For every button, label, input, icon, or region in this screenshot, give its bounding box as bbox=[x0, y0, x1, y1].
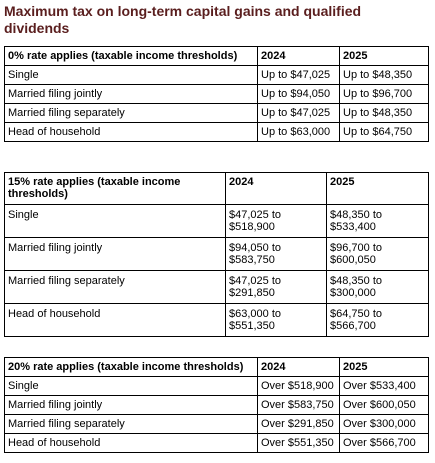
header-year-2024: 2024 bbox=[258, 358, 340, 377]
filing-status: Head of household bbox=[5, 304, 226, 337]
value-2024: $47,025 to $518,900 bbox=[226, 205, 327, 238]
page-title: Maximum tax on long-term capital gains and qualified dividends bbox=[4, 3, 362, 36]
table-row bbox=[5, 85, 429, 104]
header-rate-label: 20% rate applies (taxable income thresholds) bbox=[5, 358, 258, 377]
table-row bbox=[5, 377, 429, 396]
table-header-row bbox=[5, 358, 429, 377]
value-2025: Up to $96,700 bbox=[340, 85, 429, 104]
value-2024: Over $583,750 bbox=[258, 396, 340, 415]
header-rate-label: 15% rate applies (taxable income thresholds) bbox=[5, 173, 226, 205]
table-row bbox=[5, 304, 429, 337]
table-row bbox=[5, 238, 429, 271]
value-2025: Over $600,050 bbox=[340, 396, 429, 415]
value-2025: Up to $64,750 bbox=[340, 123, 429, 142]
filing-status: Single bbox=[5, 66, 258, 85]
filing-status: Single bbox=[5, 205, 226, 238]
table-row bbox=[5, 205, 429, 238]
value-2024: Up to $94,050 bbox=[258, 85, 340, 104]
table-row bbox=[5, 123, 429, 142]
value-2024: Up to $47,025 bbox=[258, 104, 340, 123]
value-2024: Over $551,350 bbox=[258, 434, 340, 453]
value-2025: $48,350 to $533,400 bbox=[327, 205, 429, 238]
filing-status: Married filing jointly bbox=[5, 396, 258, 415]
value-2024: $63,000 to $551,350 bbox=[226, 304, 327, 337]
filing-status: Married filing separately bbox=[5, 415, 258, 434]
zero-rate-table bbox=[4, 46, 429, 142]
value-2024: Up to $63,000 bbox=[258, 123, 340, 142]
table-row bbox=[5, 434, 429, 453]
filing-status: Married filing jointly bbox=[5, 238, 226, 271]
header-year-2024: 2024 bbox=[226, 173, 327, 205]
value-2025: Over $533,400 bbox=[340, 377, 429, 396]
header-year-2024: 2024 bbox=[258, 47, 340, 66]
header-year-2025: 2025 bbox=[327, 173, 429, 205]
table-row bbox=[5, 271, 429, 304]
value-2025: $96,700 to $600,050 bbox=[327, 238, 429, 271]
table-row bbox=[5, 415, 429, 434]
header-rate-label: 0% rate applies (taxable income thresholds) bbox=[5, 47, 258, 66]
value-2024: Up to $47,025 bbox=[258, 66, 340, 85]
value-2025: $64,750 to $566,700 bbox=[327, 304, 429, 337]
table-row bbox=[5, 66, 429, 85]
table-row bbox=[5, 104, 429, 123]
table-row bbox=[5, 396, 429, 415]
filing-status: Married filing jointly bbox=[5, 85, 258, 104]
table-header-row bbox=[5, 173, 429, 205]
filing-status: Married filing separately bbox=[5, 104, 258, 123]
value-2024: Over $518,900 bbox=[258, 377, 340, 396]
header-year-2025: 2025 bbox=[340, 358, 429, 377]
value-2025: Over $566,700 bbox=[340, 434, 429, 453]
value-2025: $48,350 to $300,000 bbox=[327, 271, 429, 304]
filing-status: Single bbox=[5, 377, 258, 396]
fifteen-rate-table bbox=[4, 172, 429, 337]
header-year-2025: 2025 bbox=[340, 47, 429, 66]
value-2024: $94,050 to $583,750 bbox=[226, 238, 327, 271]
value-2024: Over $291,850 bbox=[258, 415, 340, 434]
table-header-row bbox=[5, 47, 429, 66]
value-2025: Up to $48,350 bbox=[340, 66, 429, 85]
filing-status: Head of household bbox=[5, 123, 258, 142]
filing-status: Head of household bbox=[5, 434, 258, 453]
value-2024: $47,025 to $291,850 bbox=[226, 271, 327, 304]
twenty-rate-table bbox=[4, 357, 429, 453]
value-2025: Over $300,000 bbox=[340, 415, 429, 434]
value-2025: Up to $48,350 bbox=[340, 104, 429, 123]
filing-status: Married filing separately bbox=[5, 271, 226, 304]
